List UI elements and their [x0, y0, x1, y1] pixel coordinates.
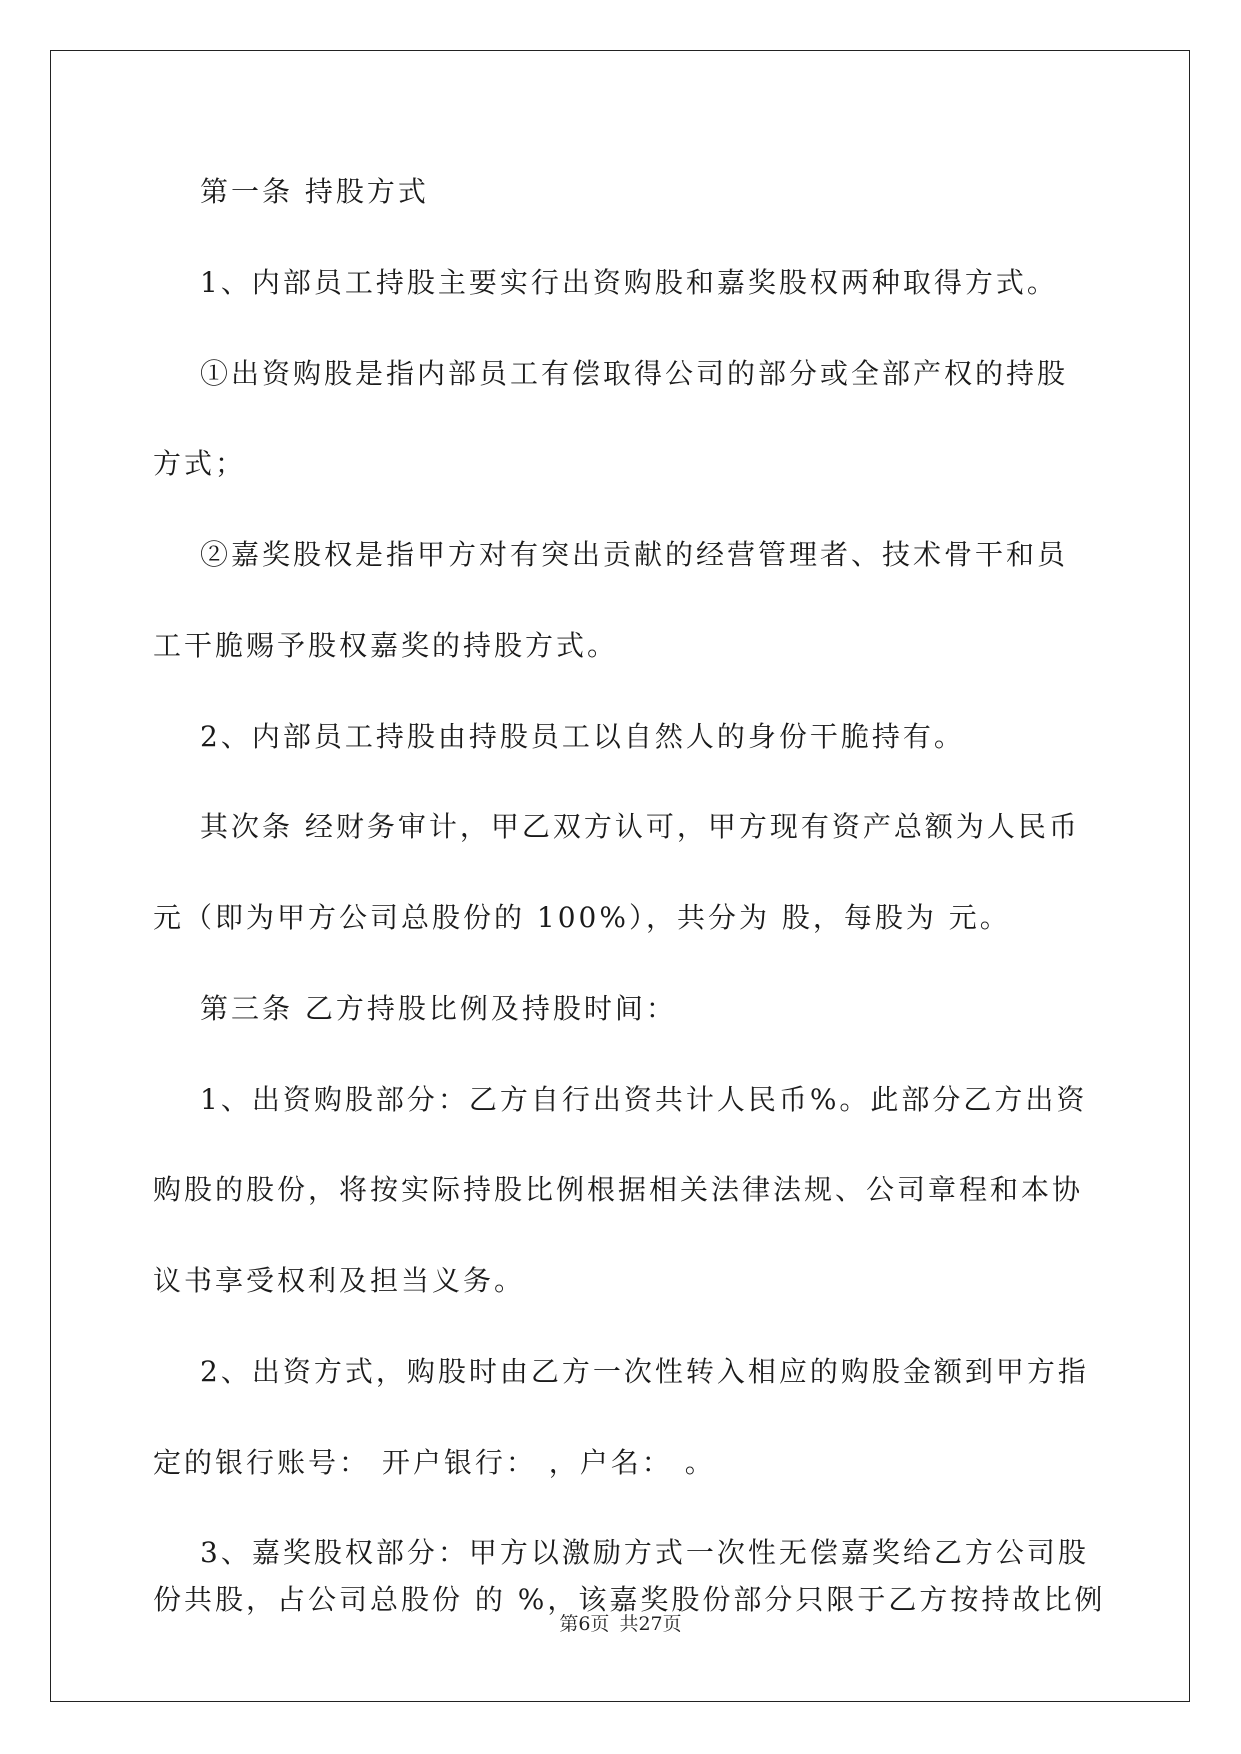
clause-heading-3: 第三条 乙方持股比例及持股时间：	[200, 992, 677, 1025]
paragraph-line: 2、出资方式，购股时由乙方一次性转入相应的购股金额到甲方指	[200, 1355, 1089, 1388]
paragraph-line: ②嘉奖股权是指甲方对有突出贡献的经营管理者、技术骨干和员	[200, 538, 1069, 571]
clause-heading-1: 第一条 持股方式	[200, 175, 429, 208]
page-number: 第6页	[559, 1613, 610, 1635]
paragraph-line: 工干脆赐予股权嘉奖的持股方式。	[153, 629, 619, 662]
paragraph-line: 购股的股份，将按实际持股比例根据相关法律法规、公司章程和本协	[153, 1173, 1084, 1206]
paragraph-line: ①出资购股是指内部员工有偿取得公司的部分或全部产权的持股	[200, 357, 1069, 390]
paragraph-line: 3、嘉奖股权部分：甲方以激励方式一次性无偿嘉奖给乙方公司股	[200, 1536, 1089, 1569]
page-footer	[0, 1612, 1241, 1636]
page-total: 共27页	[619, 1613, 682, 1635]
paragraph-line: 1、内部员工持股主要实行出资购股和嘉奖股权两种取得方式。	[200, 266, 1058, 299]
paragraph-line: 议书享受权利及担当义务。	[153, 1264, 526, 1297]
paragraph-line: 方式；	[153, 447, 247, 480]
paragraph-line: 1、出资购股部分：乙方自行出资共计人民币%。此部分乙方出资	[200, 1083, 1088, 1116]
paragraph-line: 元（即为甲方公司总股份的 100%），共分为 股，每股为 元。	[153, 901, 1011, 934]
paragraph-line: 2、内部员工持股由持股员工以自然人的身份干脆持有。	[200, 720, 965, 753]
paragraph-line: 定的银行账号： 开户银行： ，户名： 。	[153, 1446, 716, 1479]
paragraph-line: 份共股，占公司总股份 的 %，该嘉奖股份部分只限于乙方按持故比例	[153, 1583, 1106, 1616]
clause-heading-2: 其次条 经财务审计，甲乙双方认可，甲方现有资产总额为人民币	[200, 810, 1080, 843]
